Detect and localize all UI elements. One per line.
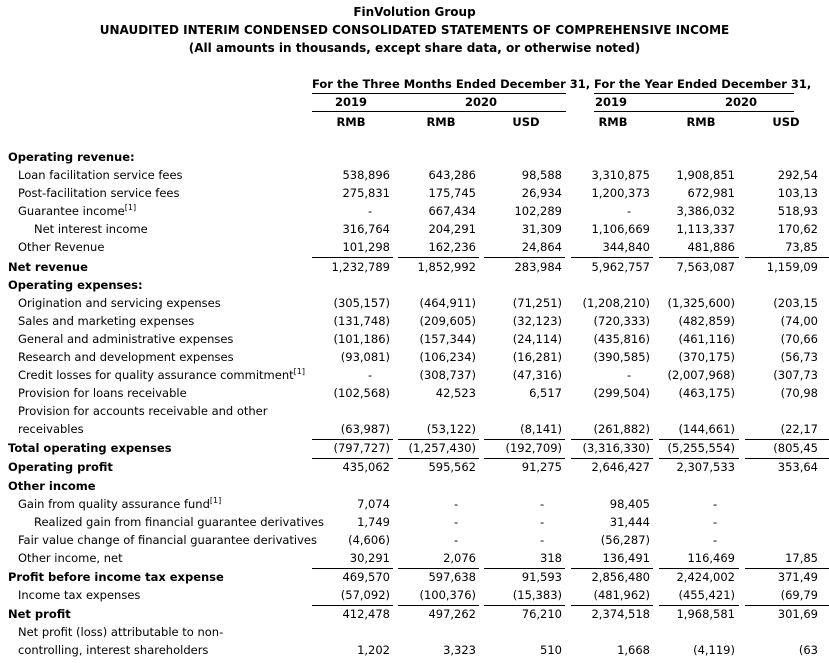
- table-cell: 510: [540, 643, 562, 657]
- row-label: Total operating expenses: [8, 441, 172, 455]
- row-label: Gain from quality assurance fund[1]: [18, 496, 222, 511]
- table-cell: -: [713, 533, 718, 547]
- table-cell: -: [540, 515, 545, 529]
- table-cell: (70,98: [780, 386, 818, 400]
- table-cell: (93,081): [340, 350, 390, 364]
- table-cell: 103,13: [777, 186, 818, 200]
- table-cell: 98,405: [609, 497, 650, 511]
- table-cell: 26,934: [521, 186, 562, 200]
- table-cell: 2,646,427: [591, 460, 650, 474]
- table-cell: (100,376): [419, 588, 476, 602]
- table-cell: 292,54: [777, 168, 818, 182]
- row-label: Net revenue: [8, 260, 88, 274]
- currency-header: RMB: [598, 115, 628, 129]
- table-cell: (32,123): [512, 314, 562, 328]
- table-cell: 318: [540, 551, 562, 565]
- table-cell: (144,661): [678, 422, 735, 436]
- total-rule: [312, 605, 393, 606]
- row-label: Other income: [8, 479, 96, 493]
- table-cell: 3,386,032: [676, 204, 735, 218]
- total-rule: [571, 458, 653, 459]
- table-cell: 170,62: [777, 222, 818, 236]
- total-rule: [312, 568, 393, 569]
- year-header: 2020: [464, 95, 497, 109]
- table-cell: -: [454, 497, 459, 511]
- table-cell: 24,864: [521, 240, 562, 254]
- row-label: Net profit (loss) attributable to non-: [18, 625, 224, 639]
- table-cell: (47,316): [512, 368, 562, 382]
- row-label: Operating expenses:: [8, 278, 143, 292]
- total-rule: [484, 257, 565, 258]
- total-rule: [312, 439, 393, 440]
- table-cell: 7,563,087: [676, 260, 735, 274]
- row-label: Loan facilitation service fees: [18, 168, 183, 182]
- table-cell: (481,962): [593, 588, 650, 602]
- total-rule: [745, 605, 829, 606]
- total-rule: [571, 605, 653, 606]
- table-cell: (209,605): [419, 314, 476, 328]
- table-cell: (203,15: [773, 296, 818, 310]
- table-cell: 3,310,875: [591, 168, 650, 182]
- currency-header: RMB: [336, 115, 366, 129]
- row-label: Research and development expenses: [18, 350, 234, 364]
- currency-header: USD: [512, 115, 540, 129]
- table-cell: 2,307,533: [676, 460, 735, 474]
- table-cell: -: [713, 515, 718, 529]
- total-rule: [398, 605, 479, 606]
- table-cell: (15,383): [512, 588, 562, 602]
- table-cell: (56,73: [780, 350, 818, 364]
- year-underline: [312, 111, 566, 112]
- table-cell: (69,79: [780, 588, 818, 602]
- group-underline-year: [594, 93, 794, 94]
- footnote-marker: [1]: [209, 496, 222, 506]
- table-cell: (805,45: [773, 441, 818, 455]
- year-header: 2019: [594, 95, 627, 109]
- table-cell: 1,852,992: [417, 260, 476, 274]
- table-cell: 1,159,09: [766, 260, 818, 274]
- table-cell: 1,968,581: [676, 607, 735, 621]
- table-cell: -: [454, 515, 459, 529]
- row-label: Post-facilitation service fees: [18, 186, 180, 200]
- table-cell: 102,289: [514, 204, 562, 218]
- row-label: Net interest income: [34, 222, 148, 236]
- row-label: Credit losses for quality assurance commitment[1]: [18, 367, 305, 382]
- table-cell: 597,638: [428, 570, 476, 584]
- table-cell: (8,141): [520, 422, 562, 436]
- row-label: Other Revenue: [18, 240, 105, 254]
- row-label: Income tax expenses: [18, 588, 141, 602]
- table-cell: 1,202: [357, 643, 390, 657]
- table-cell: -: [713, 497, 718, 511]
- table-cell: -: [627, 368, 632, 382]
- row-label: Net profit: [8, 607, 71, 621]
- table-cell: 17,85: [785, 551, 818, 565]
- total-rule: [659, 458, 739, 459]
- total-rule: [312, 458, 393, 459]
- table-cell: 412,478: [342, 607, 390, 621]
- table-cell: (56,287): [600, 533, 650, 547]
- table-cell: 7,074: [357, 497, 390, 511]
- table-cell: (4,606): [348, 533, 390, 547]
- total-rule: [312, 257, 393, 258]
- table-cell: 301,69: [777, 607, 818, 621]
- table-cell: (63: [798, 643, 818, 657]
- table-cell: 5,962,757: [591, 260, 650, 274]
- table-cell: (305,157): [333, 296, 390, 310]
- table-cell: 101,298: [342, 240, 390, 254]
- table-cell: (101,186): [333, 332, 390, 346]
- row-label: receivables: [18, 422, 84, 436]
- total-rule: [398, 568, 479, 569]
- table-cell: 1,749: [357, 515, 390, 529]
- table-cell: 538,896: [342, 168, 390, 182]
- table-cell: (22,17: [780, 422, 818, 436]
- year-header: 2020: [724, 95, 757, 109]
- table-cell: (106,234): [419, 350, 476, 364]
- currency-header: RMB: [686, 115, 716, 129]
- table-cell: 344,840: [602, 240, 650, 254]
- table-cell: 3,323: [443, 643, 476, 657]
- table-cell: 136,491: [602, 551, 650, 565]
- table-cell: 316,764: [342, 222, 390, 236]
- table-cell: -: [627, 204, 632, 218]
- table-cell: 595,562: [428, 460, 476, 474]
- table-cell: (455,421): [678, 588, 735, 602]
- table-cell: 2,424,002: [676, 570, 735, 584]
- table-cell: 162,236: [428, 240, 476, 254]
- table-cell: (70,66: [780, 332, 818, 346]
- footnote-marker: [1]: [293, 367, 305, 377]
- currency-header: RMB: [426, 115, 456, 129]
- table-cell: 31,444: [609, 515, 650, 529]
- total-rule: [659, 605, 739, 606]
- row-label: Sales and marketing expenses: [18, 314, 195, 328]
- total-rule: [745, 458, 829, 459]
- table-cell: 116,469: [687, 551, 735, 565]
- table-cell: 371,49: [777, 570, 818, 584]
- total-rule: [745, 568, 829, 569]
- total-rule: [745, 439, 829, 440]
- table-cell: (720,333): [593, 314, 650, 328]
- table-cell: (1,208,210): [582, 296, 650, 310]
- row-label: Realized gain from financial guarantee derivatives: [34, 515, 324, 529]
- table-cell: 2,374,518: [591, 607, 650, 621]
- table-cell: 643,286: [428, 168, 476, 182]
- table-cell: (797,727): [333, 441, 390, 455]
- table-cell: (461,116): [678, 332, 735, 346]
- year-header: 2019: [334, 95, 367, 109]
- row-label: Profit before income tax expense: [8, 570, 224, 584]
- row-label: Guarantee income[1]: [18, 203, 137, 218]
- table-cell: 1,668: [617, 643, 650, 657]
- table-cell: -: [540, 497, 545, 511]
- table-cell: 497,262: [428, 607, 476, 621]
- table-cell: 42,523: [435, 386, 476, 400]
- table-cell: 1,106,669: [591, 222, 650, 236]
- statement-title: UNAUDITED INTERIM CONDENSED CONSOLIDATED STATEMENTS OF COMPREHENSIVE INCOME: [99, 23, 730, 37]
- table-cell: (2,007,968): [667, 368, 735, 382]
- row-label: Provision for loans receivable: [18, 386, 187, 400]
- table-cell: (74,00: [780, 314, 818, 328]
- table-cell: 98,588: [521, 168, 562, 182]
- table-cell: 469,570: [342, 570, 390, 584]
- table-cell: 1,113,337: [676, 222, 735, 236]
- table-cell: (192,709): [505, 441, 562, 455]
- total-rule: [484, 605, 565, 606]
- total-rule: [571, 439, 653, 440]
- table-cell: (102,568): [333, 386, 390, 400]
- row-label: Operating revenue:: [8, 150, 135, 164]
- table-cell: (435,816): [593, 332, 650, 346]
- column-group-year: For the Year Ended December 31,: [594, 77, 812, 91]
- table-cell: (261,882): [593, 422, 650, 436]
- group-underline-three-months: [312, 93, 566, 94]
- table-cell: (16,281): [512, 350, 562, 364]
- table-cell: 2,076: [443, 551, 476, 565]
- table-cell: 1,908,851: [676, 168, 735, 182]
- row-label: Fair value change of financial guarantee derivatives: [18, 533, 317, 547]
- row-label: Operating profit: [8, 460, 113, 474]
- table-cell: (307,73: [773, 368, 818, 382]
- table-cell: 481,886: [687, 240, 735, 254]
- table-cell: 1,200,373: [591, 186, 650, 200]
- table-cell: 672,981: [687, 186, 735, 200]
- total-rule: [659, 257, 739, 258]
- table-cell: (57,092): [340, 588, 390, 602]
- total-rule: [484, 568, 565, 569]
- table-cell: (390,585): [593, 350, 650, 364]
- table-cell: -: [540, 533, 545, 547]
- total-rule: [745, 257, 829, 258]
- footnote-marker: [1]: [124, 203, 137, 213]
- table-cell: 2,856,480: [591, 570, 650, 584]
- table-cell: (24,114): [512, 332, 562, 346]
- row-label: Other income, net: [18, 551, 123, 565]
- table-cell: -: [454, 533, 459, 547]
- table-cell: 435,062: [342, 460, 390, 474]
- table-cell: (3,316,330): [582, 441, 650, 455]
- statement-subtitle: (All amounts in thousands, except share data, or otherwise noted): [188, 41, 641, 55]
- total-rule: [398, 257, 479, 258]
- table-cell: 283,984: [514, 260, 562, 274]
- row-label: Origination and servicing expenses: [18, 296, 221, 310]
- table-cell: (1,257,430): [408, 441, 476, 455]
- table-cell: 76,210: [521, 607, 562, 621]
- table-cell: 73,85: [785, 240, 818, 254]
- column-group-three-months: For the Three Months Ended December 31,: [312, 77, 591, 91]
- total-rule: [398, 458, 479, 459]
- total-rule: [484, 439, 565, 440]
- table-cell: (131,748): [333, 314, 390, 328]
- table-cell: 91,593: [521, 570, 562, 584]
- table-cell: (53,122): [426, 422, 476, 436]
- table-cell: 275,831: [342, 186, 390, 200]
- table-cell: 667,434: [428, 204, 476, 218]
- table-cell: 1,232,789: [331, 260, 390, 274]
- table-cell: (71,251): [512, 296, 562, 310]
- row-label: General and administrative expenses: [18, 332, 234, 346]
- table-cell: (63,987): [340, 422, 390, 436]
- total-rule: [659, 568, 739, 569]
- total-rule: [571, 257, 653, 258]
- row-label: controlling, interest shareholders: [18, 643, 209, 657]
- total-rule: [659, 439, 739, 440]
- company-name: FinVolution Group: [353, 5, 476, 19]
- table-cell: 30,291: [349, 551, 390, 565]
- currency-header: USD: [772, 115, 800, 129]
- table-cell: (464,911): [419, 296, 476, 310]
- table-cell: (157,344): [419, 332, 476, 346]
- table-cell: (299,504): [593, 386, 650, 400]
- table-cell: (4,119): [693, 643, 735, 657]
- table-cell: 6,517: [529, 386, 562, 400]
- table-cell: (308,737): [419, 368, 476, 382]
- table-cell: (463,175): [678, 386, 735, 400]
- table-cell: 91,275: [521, 460, 562, 474]
- table-cell: 353,64: [777, 460, 818, 474]
- table-cell: (5,255,554): [667, 441, 735, 455]
- row-label: Provision for accounts receivable and other: [18, 404, 268, 418]
- table-cell: 31,309: [521, 222, 562, 236]
- table-cell: 175,745: [428, 186, 476, 200]
- total-rule: [398, 439, 479, 440]
- table-cell: 518,93: [777, 204, 818, 218]
- table-cell: -: [368, 204, 373, 218]
- table-cell: (482,859): [678, 314, 735, 328]
- table-cell: (1,325,600): [667, 296, 735, 310]
- year-underline: [594, 111, 794, 112]
- total-rule: [484, 458, 565, 459]
- table-cell: -: [368, 368, 373, 382]
- table-cell: 204,291: [428, 222, 476, 236]
- table-cell: (370,175): [678, 350, 735, 364]
- total-rule: [571, 568, 653, 569]
